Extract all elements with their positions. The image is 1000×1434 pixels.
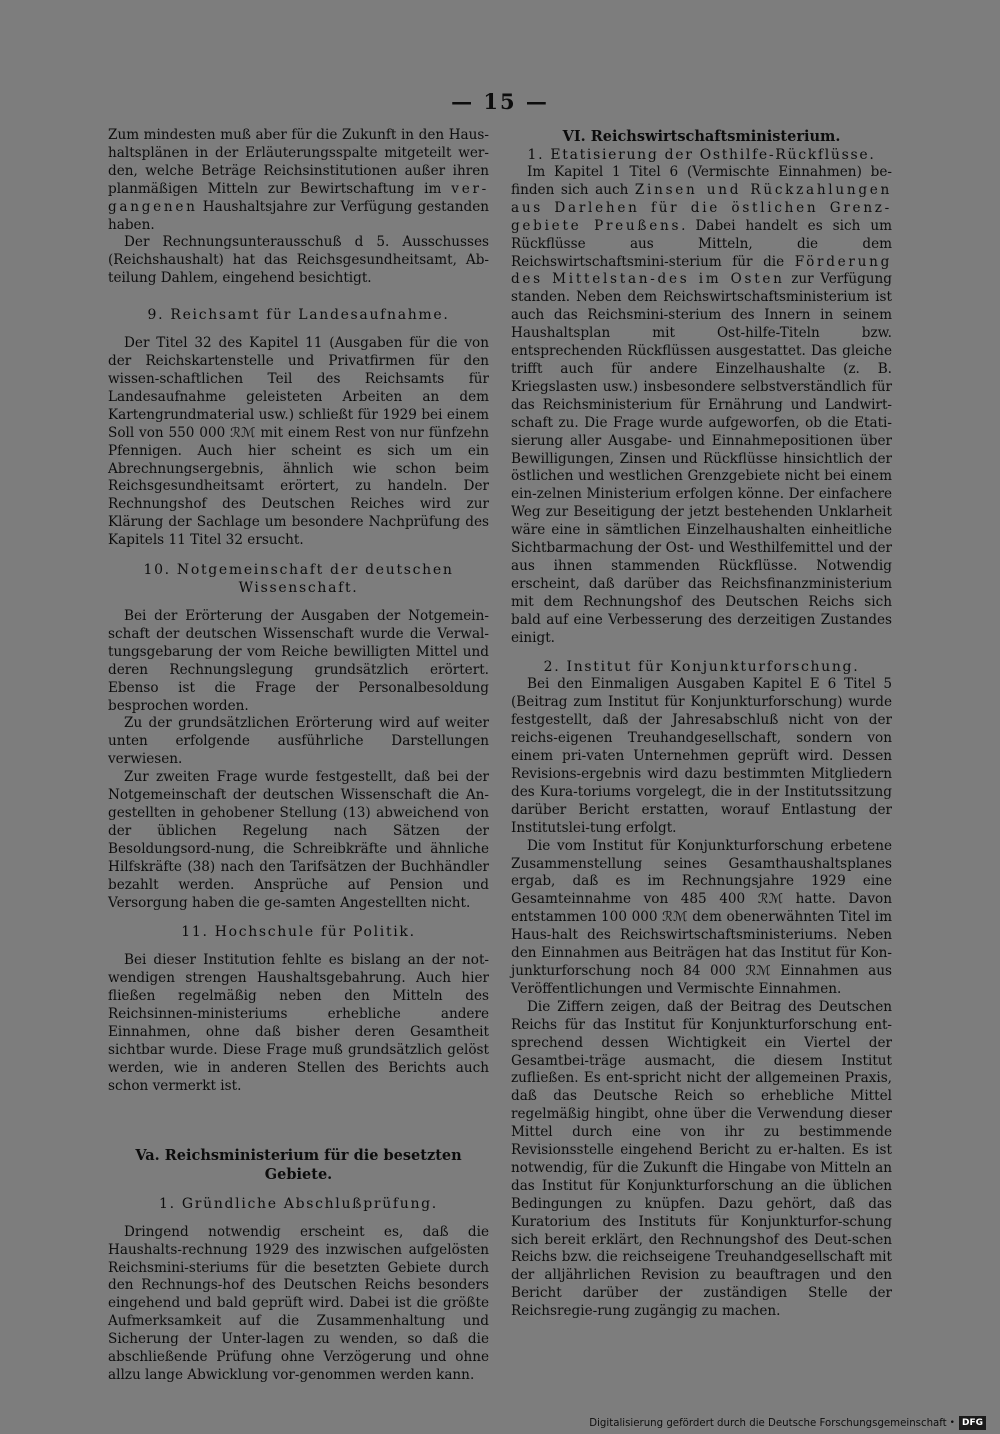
section-heading: 10. Notgemeinschaft der deutschen Wissenschaft. bbox=[143, 562, 454, 597]
digitization-footer bbox=[589, 1415, 986, 1431]
right-column bbox=[511, 127, 892, 1321]
chapter-title: Va. Reichsministerium für die besetzten Gebiete. bbox=[135, 1146, 462, 1183]
paragraph: Der Rechnungsunterausschuß d 5. Ausschusses (Reichshaushalt) hat das Reichsgesundheitsamt, Ab-teilung Dahlem, eingehend besichtigt. bbox=[108, 234, 489, 287]
text-run: Haushaltsjahre zur Verfügung gestanden haben. bbox=[108, 198, 489, 233]
paragraph: Der Titel 32 des Kapitel 11 (Ausgaben für die von der Reichskartenstelle und Privatfirmen für den wissen-schaftlichen Teil des Reichsamts für Landesaufnahme geleisteten Arbeiten an dem Kartengrundmaterial usw.) schließt für 1929 bei einem Soll von 550 000 ℛℳ mit einem Rest von nur fünfzehn Pfennigen. Auch hier scheint es sich um ein Abrechnungsergebnis, ähnlich wie schon beim Reichsgesundheitsamt erörtert, zu handeln. Der Rechnungshof des Deutschen Reiches wird zur Klärung der Sachlage um besondere Nachprüfung des Kapitels 11 Titel 32 ersucht. bbox=[108, 335, 489, 549]
chapter-title: VI. Reichswirtschaftsministerium. bbox=[562, 128, 841, 145]
section-heading: 2. Institut für Konjunkturforschung. bbox=[543, 659, 860, 676]
footer-credit: Digitalisierung gefördert durch die Deutsche Forschungsgemeinschaft bbox=[589, 1417, 947, 1429]
section-heading: 9. Reichsamt für Landesaufnahme. bbox=[147, 307, 450, 324]
paragraph: Die vom Institut für Konjunkturforschung erbetene Zusammenstellung seines Gesamthaushaltsplanes ergab, daß es im Rechnungsjahre 1929 eine Gesamteinnahme von 485 400 ℛℳ hatte. Davon entstammen 100 000 ℛℳ dem obenerwähnten Titel im Haus-halt des Reichswirtschaftsministeriums. Neben den Einnahmen aus Beiträgen hat das Institut für Kon-junkturforschung noch 84 000 ℛℳ Einnahmen aus Veröffentlichungen und Vermischte Einnahmen. bbox=[511, 837, 892, 997]
text-run: Im Kapitel 1 Titel 6 (Vermischte Einnahmen) be-finden sich auch bbox=[511, 164, 892, 198]
spaced-text: ver-gangenen bbox=[108, 180, 489, 215]
paragraph bbox=[511, 164, 892, 647]
text-run: Zum mindesten muß aber für die Zukunft in den Haus-haltsplänen in der Erläuterungsspalte mitgeteilt wer-den, welche Beträge Reichsinstitutionen außer ihren planmäßigen Mitteln zur Bewirtschaftung im bbox=[108, 127, 489, 197]
dfg-logo-icon: DFG bbox=[959, 1416, 986, 1430]
paragraph: Zur zweiten Frage wurde festgestellt, daß bei der Notgemeinschaft der deutschen Wissenschaft die An-gestellten in gehobener Stellung (13) abweichend von der üblichen Regelung nach Sätzen der Besoldungsord-nung, die Schreibkräfte und ähnliche Hilfskräfte (38) nach den Tarifsätzen der Buchhändler bezahlt werden. Ansprüche auf Pension und Versorgung haben die ge-samten Angestellten nicht. bbox=[108, 769, 489, 911]
left-column bbox=[108, 127, 489, 1385]
paragraph: Bei dieser Institution fehlte es bislang an der not-wendigen strengen Haushaltsgebahrung. Auch hier fließen regelmäßig neben den Mitteln des Reichsinnen-ministeriums erhebliche andere Einnahmen, ohne daß bisher deren Gesamtheit sichtbar wurde. Diese Frage muß grundsätzlich gelöst werden, wie in anderen Stellen des Berichts auch schon vermerkt ist. bbox=[108, 952, 489, 1094]
paragraph: Bei der Erörterung der Ausgaben der Notgemein-schaft der deutschen Wissenschaft wurde die Verwal-tungsgebarung der vom Reiche bewilligten Mittel und deren Rechnungslegung grundsätzlich erörtert. Ebenso ist die Frage der Personalbesoldung besprochen worden. bbox=[108, 608, 489, 714]
paragraph: Die Ziffern zeigen, daß der Beitrag des Deutschen Reichs für das Institut für Konjunkturforschung ent-sprechend dessen Wichtigkeit ein Viertel der Gesamtbei-träge ausmacht, die diesem Institut zufließen. Es ent-spricht nicht der allgemeinen Praxis, daß das Deutsche Reich so erhebliche Mittel regelmäßig hingibt, ohne über die Verwendung dieser Mittel durch eine von ihr zu bestimmende Revisionsstelle eingehend Bericht zu er-halten. Es ist notwendig, für die Zukunft die Hingabe von Mitteln an das Institut für Konjunkturforschung an die üblichen Bedingungen zu knüpfen. Dazu gehört, daß das Kuratorium des Instituts für Konjunkturfor-schung sich bereit erklärt, den Rechnungshof des Deut-schen Reichs bzw. die reichseigene Treuhandgesellschaft mit der alljährlichen Revision zu beauftragen und den Bericht darüber der zuständigen Stelle der Reichsregie-rung zugängig zu machen. bbox=[511, 998, 892, 1320]
text-run: . Dabei handelt es sich um Rückflüsse aus Mitteln, die dem Reichswirtschaftsmini-sterium für die bbox=[511, 217, 892, 270]
footer-separator: • bbox=[949, 1418, 955, 1428]
paragraph bbox=[108, 127, 489, 234]
section-heading: 11. Hochschule für Politik. bbox=[181, 924, 416, 941]
paragraph: Zu der grundsätzlichen Erörterung wird auf weiter unten erfolgende ausführliche Darstellungen verwiesen. bbox=[108, 715, 489, 768]
section-heading: 1. Gründliche Abschlußprüfung. bbox=[159, 1195, 438, 1212]
paragraph: Dringend notwendig erscheint es, daß die Haushalts-rechnung 1929 des inzwischen aufgelösten Reichsmini-steriums für die besetzten Gebiete durch den Rechnungs-hof des Deutschen Reichs besonders eingehend und bald geprüft wird. Dabei ist die größte Aufmerksamkeit auf die Zusammenhaltung und Sicherung der Unter-lagen zu wenden, so daß die abschließende Prüfung ohne Verzögerung und ohne allzu lange Abwicklung vor-genommen werden kann. bbox=[108, 1223, 489, 1383]
text-run: zur Verfügung standen. Neben dem Reichswirtschaftsministerium ist auch das Reichsmini-sterium des Innern in seinem Haushaltsplan mit Ost-hilfe-Titeln bzw. entsprechenden Rückflüssen ausgestattet. Das gleiche trifft auch für andere Einzelhaushalte (z. B. Kriegslasten usw.) insbesondere selbstverständlich für das Reichsministerium für Ernährung und Landwirt-schaft zu. Die Frage wurde aufgeworfen, ob die Etati-sierung aller Ausgabe- und Einnahmepositionen über Bewilligungen, Zinsen und Rückflüsse hinsichtlich der östlichen und westlichen Grenzgebiete nicht bei einem ein-zelnen Ministerium erfolgen könne. Der einfachere Weg zur Beseitigung der jetzt bestehenden Unklarheit wäre eine in sämtlichen Einzelhaushalten einheitliche Sichtbarmachung der Ost- und Westhilfemittel und der aus ihnen stammenden Rückflüsse. Notwendig erscheint, daß darüber das Reichsfinanzministerium mit dem Rechnungshof des Deutschen Reichs sich bald auf eine Verbesserung des derzeitigen Zustandes einigt. bbox=[511, 271, 892, 646]
page-number: — 15 — bbox=[451, 89, 549, 114]
spaced-text: Förderung des Mittelstan-des im Osten bbox=[511, 253, 892, 288]
paragraph: Bei den Einmaligen Ausgaben Kapitel E 6 Titel 5 (Beitrag zum Institut für Konjunkturforschung) wurde festgestellt, daß der Jahresabschluß nicht von der reichs-eigenen Treuhandgesellschaft, sondern von einem pri-vaten Unternehmen geprüft wird. Dessen Revisions-ergebnis wird dazu bestimmten Mitgliedern des Kura-toriums vorgelegt, die in der Institutssitzung darüber Bericht erstatten, worauf Entlastung der Institutslei-tung erfolgt. bbox=[511, 676, 892, 836]
spaced-text: Zinsen und Rückzahlungen aus Darlehen für die östlichen Grenz-gebiete Preußens bbox=[511, 181, 892, 234]
section-heading: 1. Etatisierung der Osthilfe-Rückflüsse. bbox=[527, 147, 876, 163]
